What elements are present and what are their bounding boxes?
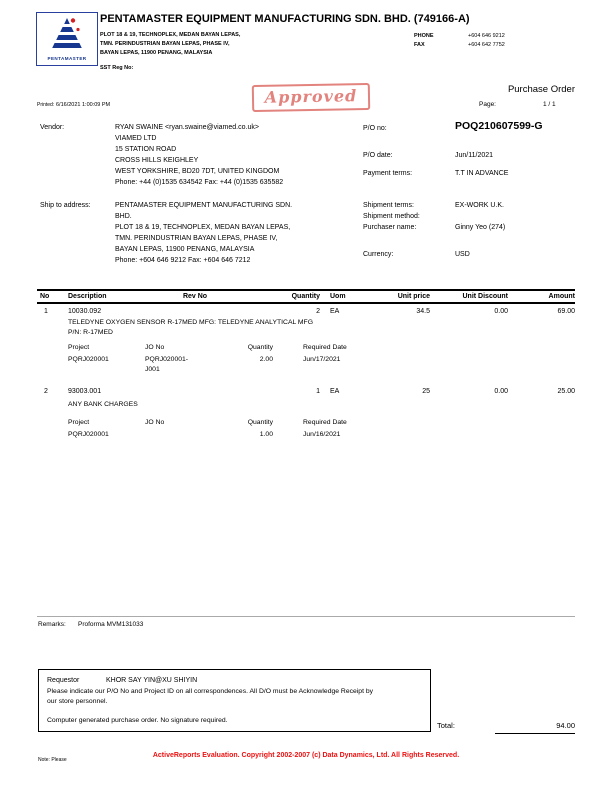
vendor-label: Vendor: bbox=[40, 124, 65, 131]
po-date-value: Jun/11/2021 bbox=[455, 152, 494, 159]
total-label: Total: bbox=[437, 721, 455, 730]
col-header-description: Description bbox=[68, 293, 107, 300]
footer-note-fragment: Note: Please bbox=[38, 757, 67, 763]
col-header-no: No bbox=[40, 293, 50, 300]
sub-header-project: Project bbox=[68, 419, 90, 426]
item-quantity: 2 bbox=[316, 308, 320, 315]
sub-header-quantity: Quantity bbox=[247, 419, 273, 426]
logo-wordmark: PENTAMASTER bbox=[47, 56, 87, 61]
company-address-line2: TMN. PERINDUSTRIAN BAYAN LEPAS, PHASE IV, bbox=[100, 41, 230, 47]
ship-to-line-1: PENTAMASTER EQUIPMENT MANUFACTURING SDN. bbox=[115, 202, 293, 209]
col-header-quantity: Quantity bbox=[291, 293, 320, 300]
item-amount: 25.00 bbox=[557, 388, 575, 395]
pyramid-logo-icon bbox=[45, 16, 89, 50]
col-header-unit-price: Unit price bbox=[397, 293, 430, 300]
sub-header-required-date: Required Date bbox=[303, 419, 347, 426]
ship-to-label: Ship to address: bbox=[40, 202, 91, 209]
ship-to-line-6: Phone: +604 646 9212 Fax: +604 646 7212 bbox=[115, 257, 251, 264]
ship-to-line-3: PLOT 18 & 19, TECHNOPLEX, MEDAN BAYAN LEPAS, bbox=[115, 224, 291, 231]
shipment-terms-value: EX-WORK U.K. bbox=[455, 202, 505, 209]
currency-label: Currency: bbox=[363, 251, 394, 258]
table-top-rule bbox=[37, 289, 575, 291]
phone-label: PHONE bbox=[414, 33, 434, 39]
vendor-line-6: Phone: +44 (0)1535 634542 Fax: +44 (0)1535 635582 bbox=[115, 179, 284, 186]
sub-jo-no-value: PQRJ020001-J001 bbox=[145, 356, 189, 373]
total-value: 94.00 bbox=[556, 721, 575, 730]
item-quantity: 1 bbox=[316, 388, 320, 395]
vendor-line-5: WEST YORKSHIRE, BD20 7DT, UNITED KINGDOM bbox=[115, 168, 280, 175]
sub-required-date-value: Jun/17/2021 bbox=[303, 356, 341, 363]
remarks-value: Proforma MVM131033 bbox=[78, 621, 144, 628]
purchaser-name-label: Purchaser name: bbox=[363, 224, 417, 231]
computer-generated-note: Computer generated purchase order. No signature required. bbox=[47, 717, 228, 724]
company-name: PENTAMASTER EQUIPMENT MANUFACTURING SDN. BHD. (749166-A) bbox=[100, 13, 470, 25]
table-header-bottom-rule bbox=[37, 302, 575, 304]
purchaser-name-value: Ginny Yeo (274) bbox=[455, 224, 506, 231]
sst-reg-label: SST Reg No: bbox=[100, 65, 134, 71]
col-header-unit-discount: Unit Discount bbox=[462, 293, 508, 300]
sub-project-value: PQRJ020001 bbox=[68, 431, 109, 438]
vendor-line-2: VIAMED LTD bbox=[115, 135, 157, 142]
ship-to-line-4: TMN. PERINDUSTRIAN BAYAN LEPAS, PHASE IV, bbox=[115, 235, 278, 242]
evaluation-watermark: ActiveReports Evaluation. Copyright 2002-2007 (c) Data Dynamics, Ltd. All Rights Reserved. bbox=[152, 752, 460, 759]
item-no: 2 bbox=[44, 388, 48, 395]
item-code: 93003.001 bbox=[68, 388, 102, 395]
sub-header-project: Project bbox=[68, 344, 90, 351]
sub-header-jo-no: JO No bbox=[145, 419, 165, 426]
page-label: Page: bbox=[479, 101, 496, 108]
item-amount: 69.00 bbox=[557, 308, 575, 315]
phone-value: +604 646 9212 bbox=[468, 33, 505, 39]
requestor-value: KHOR SAY YIN@XU SHIYIN bbox=[106, 677, 198, 684]
sub-quantity-value: 2.00 bbox=[259, 356, 273, 363]
item-unit-discount: 0.00 bbox=[494, 308, 508, 315]
company-address-line1: PLOT 18 & 19, TECHNOPLEX, MEDAN BAYAN LEPAS, bbox=[100, 32, 241, 38]
sub-required-date-value: Jun/16/2021 bbox=[303, 431, 341, 438]
ship-to-line-5: BAYAN LEPAS, 11900 PENANG, MALAYSIA bbox=[115, 246, 255, 253]
item-unit-price: 25 bbox=[422, 388, 430, 395]
requestor-label: Requestor bbox=[47, 677, 80, 684]
vendor-line-3: 15 STATION ROAD bbox=[115, 146, 177, 153]
company-logo bbox=[36, 12, 98, 66]
printed-label: Printed: bbox=[37, 102, 55, 108]
fax-label: FAX bbox=[414, 42, 425, 48]
shipment-terms-label: Shipment terms: bbox=[363, 202, 414, 209]
sub-quantity-value: 1.00 bbox=[259, 431, 273, 438]
shipment-method-label: Shipment method: bbox=[363, 213, 420, 220]
col-header-amount: Amount bbox=[548, 293, 575, 300]
currency-value: USD bbox=[455, 251, 470, 258]
item-uom: EA bbox=[330, 308, 340, 315]
item-description-line1: ANY BANK CHARGES bbox=[68, 401, 138, 408]
fax-value: +604 642 7752 bbox=[468, 42, 505, 48]
po-no-value: POQ210607599-G bbox=[455, 120, 543, 132]
item-no: 1 bbox=[44, 308, 48, 315]
item-unit-discount: 0.00 bbox=[494, 388, 508, 395]
remarks-label: Remarks: bbox=[38, 621, 66, 628]
po-no-label: P/O no: bbox=[363, 125, 387, 132]
printed-value: 6/16/2021 1:00:09 PM bbox=[56, 102, 111, 108]
item-unit-price: 34.5 bbox=[416, 308, 430, 315]
item-description-line2: P/N: R-17MED bbox=[68, 329, 113, 336]
po-date-label: P/O date: bbox=[363, 152, 393, 159]
sub-header-quantity: Quantity bbox=[247, 344, 273, 351]
item-uom: EA bbox=[330, 388, 340, 395]
sub-header-jo-no: JO No bbox=[145, 344, 165, 351]
remarks-separator-rule bbox=[37, 616, 575, 617]
item-code: 10030.092 bbox=[68, 308, 102, 315]
payment-terms-label: Payment terms: bbox=[363, 170, 413, 177]
vendor-line-4: CROSS HILLS KEIGHLEY bbox=[115, 157, 199, 164]
vendor-line-1: RYAN SWAINE <ryan.swaine@viamed.co.uk> bbox=[115, 124, 259, 131]
sub-header-required-date: Required Date bbox=[303, 344, 347, 351]
page-value: 1 / 1 bbox=[543, 101, 556, 108]
col-header-uom: Uom bbox=[330, 293, 346, 300]
company-address-line3: BAYAN LEPAS, 11900 PENANG, MALAYSIA bbox=[100, 50, 213, 56]
col-header-rev-no: Rev No bbox=[182, 293, 208, 300]
correspondence-note: Please indicate our P/O No and Project ID on all correspondences. All D/O must be Acknowledge Receipt by our store personnel. bbox=[47, 688, 374, 705]
ship-to-line-2: BHD. bbox=[115, 213, 132, 220]
document-title: Purchase Order bbox=[507, 84, 575, 95]
approved-stamp: Approved bbox=[252, 83, 370, 112]
payment-terms-value: T.T IN ADVANCE bbox=[455, 170, 509, 177]
item-description-line1: TELEDYNE OXYGEN SENSOR R-17MED MFG: TELEDYNE ANALYTICAL MFG bbox=[68, 319, 313, 326]
total-underline bbox=[495, 733, 575, 734]
sub-project-value: PQRJ020001 bbox=[68, 356, 109, 363]
requestor-notes-box bbox=[38, 669, 431, 732]
